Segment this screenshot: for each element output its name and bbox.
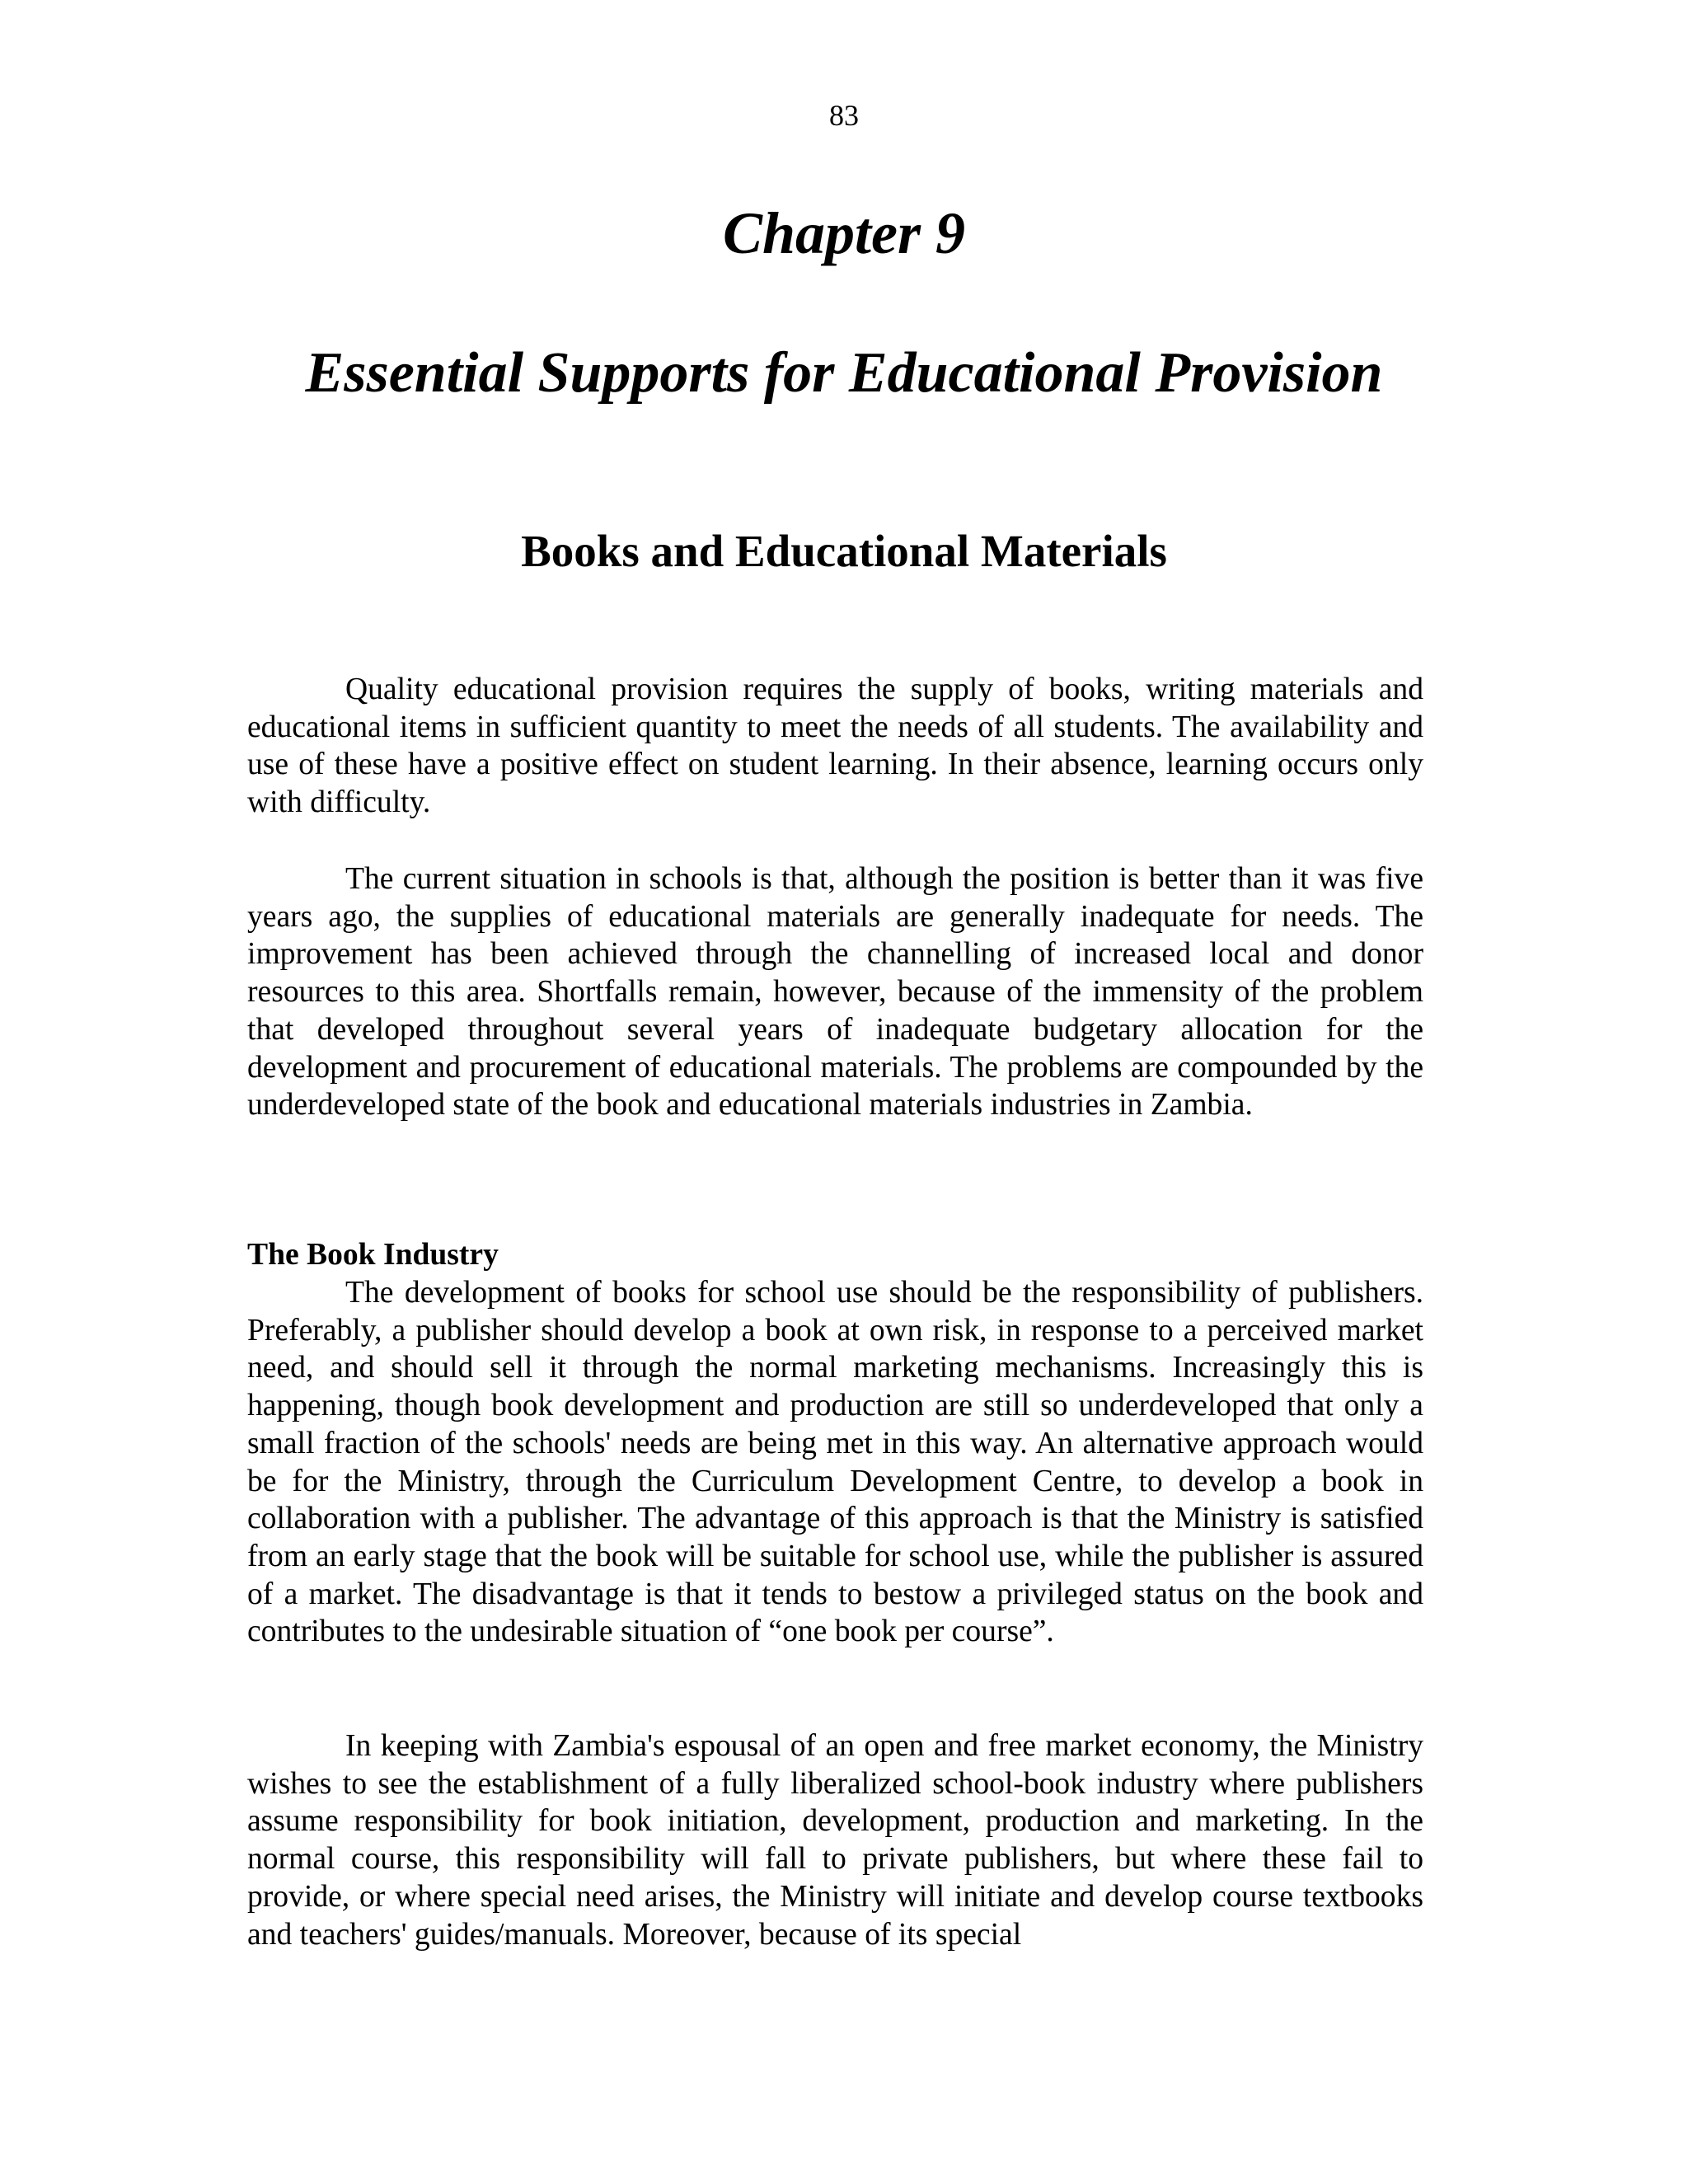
body-paragraph: In keeping with Zambia's espousal of an open and free market economy, the Ministry wishes to see the establishment of a fully liberalized school-book industry where publishers assume responsibility for book initiation, development, production and marketing. In the normal course, this responsibility will fall to private publishers, but where these fail to provide, or where special need arises, the Ministry will initiate and develop course textbooks and teachers' guides/manuals. Moreover, because of its special: [247, 1729, 1423, 1952]
chapter-label: Chapter 9: [722, 200, 966, 266]
body-paragraph: The development of books for school use should be the responsibility of publishers. Preferably, a publisher should develop a book at own risk, in response to a perceived market need, and should sell it through the normal marketing mechanisms. Increasingly this is happening, though book development and production are still so underdeveloped that only a small fraction of the schools' needs are being met in this way. An alternative approach would be for the Ministry, through the Curriculum Development Centre, to develop a book in collaboration with a publisher. The advantage of this approach is that the Ministry is satisfied from an early stage that the book will be suitable for school use, while the publisher is assured of a market. The disadvantage is that it tends to bestow a privileged status on the book and contributes to the undesirable situation of “one book per course”.: [247, 1276, 1423, 1649]
section-heading: Books and Educational Materials: [521, 526, 1167, 576]
body-paragraph: The current situation in schools is that, although the position is better than it was five years ago, the supplies of educational materials are generally inadequate for needs. The improvement has been achieved through the channelling of increased local and donor resources to this area. Shortfalls remain, however, because of the immensity of the problem that developed throughout several years of inadequate budgetary allocation for the development and procurement of educational materials. The problems are compounded by the underdeveloped state of the book and educational materials industries in Zambia.: [247, 862, 1423, 1122]
page-number: 83: [829, 99, 859, 132]
subsection-heading: The Book Industry: [247, 1238, 499, 1272]
body-paragraph: Quality educational provision requires the supply of books, writing materials and educational items in sufficient quantity to meet the needs of all students. The availability and use of these have a positive effect on student learning. In their absence, learning occurs only with difficulty.: [247, 673, 1423, 820]
chapter-title: Essential Supports for Educational Provision: [305, 341, 1383, 405]
